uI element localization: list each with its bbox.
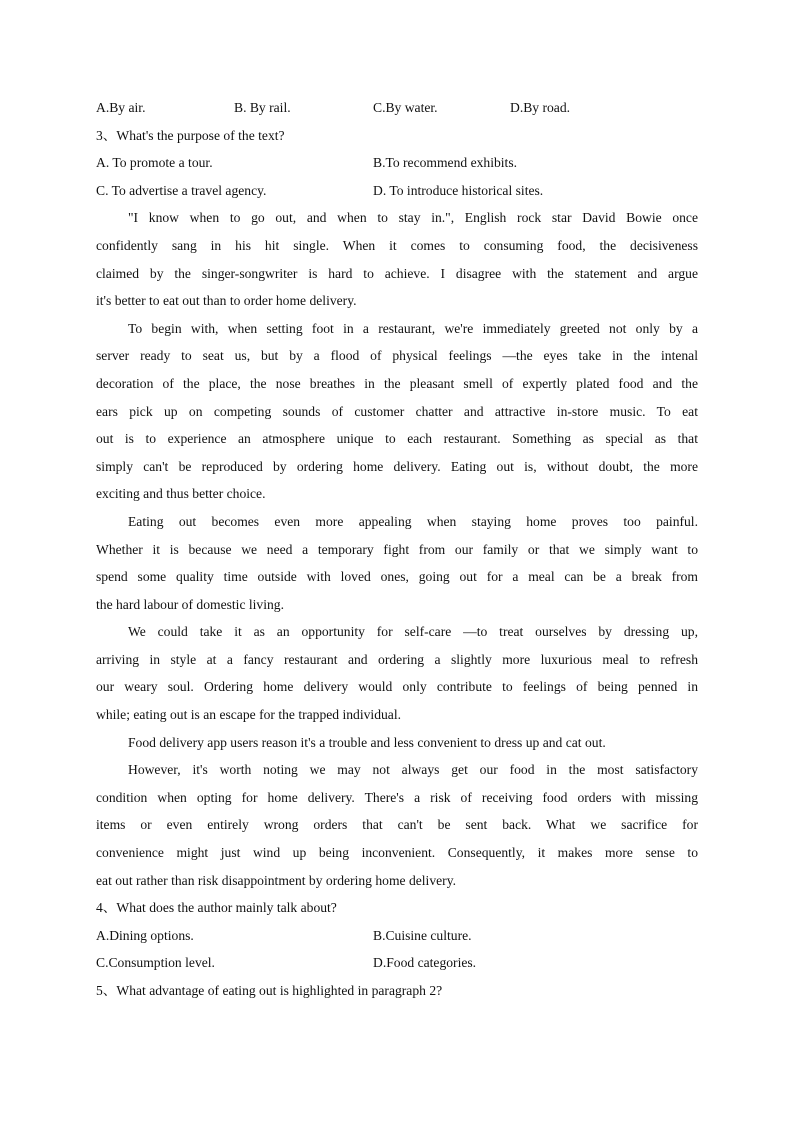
passage-line: confidently sang in his hit single. When it comes to consuming food, the decisiveness: [96, 237, 698, 253]
q3-options-row1: [96, 149, 698, 177]
passage-line: the hard labour of domestic living.: [96, 596, 285, 612]
q2-option-d: D.By road.: [510, 100, 571, 115]
passage-paragraph-3: [96, 508, 698, 618]
q5-question: 5、What advantage of eating out is highlighted in paragraph 2?: [96, 983, 443, 998]
q4-option-a: A.Dining options.: [96, 927, 194, 943]
passage-line: arriving in style at a fancy restaurant and ordering a slightly more luxurious meal to refresh: [96, 651, 698, 667]
passage-line: spend some quality time outside with loved ones, going out for a meal can be a break from: [96, 569, 698, 585]
passage-line: However, it's worth noting we may not always get our food in the most satisfactory: [128, 762, 698, 778]
passage-line: condition when opting for home delivery. There's a risk of receiving food orders with missing: [96, 789, 698, 805]
q3-option-b: B.To recommend exhibits.: [373, 155, 518, 171]
passage-line: server ready to seat us, but by a flood of physical feelings —the eyes take in the intenal: [96, 348, 698, 364]
q3-question: 3、What's the purpose of the text?: [96, 127, 285, 143]
passage-line: it's better to eat out than to order home delivery.: [96, 293, 357, 309]
passage-paragraph-1: [96, 204, 698, 314]
passage-line: eat out rather than risk disappointment by ordering home delivery.: [96, 872, 457, 888]
passage-line: claimed by the singer-songwriter is hard to achieve. I disagree with the statement and argue: [96, 265, 698, 281]
passage-paragraph-4: [96, 618, 698, 728]
passage-line: To begin with, when setting foot in a restaurant, we're immediately greeted not only by a: [128, 320, 698, 336]
q4-option-b: B.Cuisine culture.: [373, 927, 472, 943]
passage-line: ears pick up on competing sounds of customer chatter and attractive in-store music. To eat: [96, 403, 698, 419]
passage-line: We could take it as an opportunity for self-care —to treat ourselves by dressing up,: [128, 624, 698, 640]
passage-line: items or even entirely wrong orders that can't be sent back. What we sacrifice for: [96, 817, 698, 833]
q2-option-c: C.By water.: [373, 100, 438, 115]
passage-line: "I know when to go out, and when to stay in.", English rock star David Bowie once: [128, 210, 698, 226]
q4-options-row2: [96, 949, 698, 977]
passage-line: simply can't be reproduced by ordering home delivery. Eating out is, without doubt, the more: [96, 458, 698, 474]
passage-line: Eating out becomes even more appealing when staying home proves too painful.: [128, 513, 698, 529]
q4-option-d: D.Food categories.: [373, 955, 477, 971]
q2-options: [96, 94, 698, 122]
q4-option-c: C.Consumption level.: [96, 955, 215, 971]
q3-option-a: A. To promote a tour.: [96, 155, 213, 171]
q3-option-c: C. To advertise a travel agency.: [96, 182, 267, 198]
q3-option-d: D. To introduce historical sites.: [373, 182, 544, 198]
document-page: [96, 94, 698, 1005]
passage-line: Food delivery app users reason it's a trouble and less convenient to dress up and cat out.: [128, 734, 606, 750]
q2-option-a: A.By air.: [96, 100, 146, 115]
passage-line: decoration of the place, the nose breathes in the pleasant smell of expertly plated food and the: [96, 375, 698, 391]
passage-paragraph-2: [96, 315, 698, 508]
passage-line: Whether it is because we need a temporary fight from our family or that we simply want to: [96, 541, 698, 557]
q4-question: 4、What does the author mainly talk about?: [96, 900, 337, 916]
passage-line: out is to experience an atmosphere unique to each restaurant. Something as special as that: [96, 431, 698, 447]
passage-line: while; eating out is an escape for the trapped individual.: [96, 707, 402, 723]
passage-line: convenience might just wind up being inconvenient. Consequently, it makes more sense to: [96, 845, 698, 861]
passage-line: exciting and thus better choice.: [96, 486, 266, 502]
passage-line: our weary soul. Ordering home delivery would only contribute to feelings of being penned in: [96, 679, 698, 695]
passage-paragraph-5: [96, 729, 698, 757]
q2-option-b: B. By rail.: [234, 100, 291, 115]
q4-options-row1: [96, 922, 698, 950]
passage-paragraph-6: [96, 756, 698, 894]
q3-options-row2: [96, 177, 698, 205]
